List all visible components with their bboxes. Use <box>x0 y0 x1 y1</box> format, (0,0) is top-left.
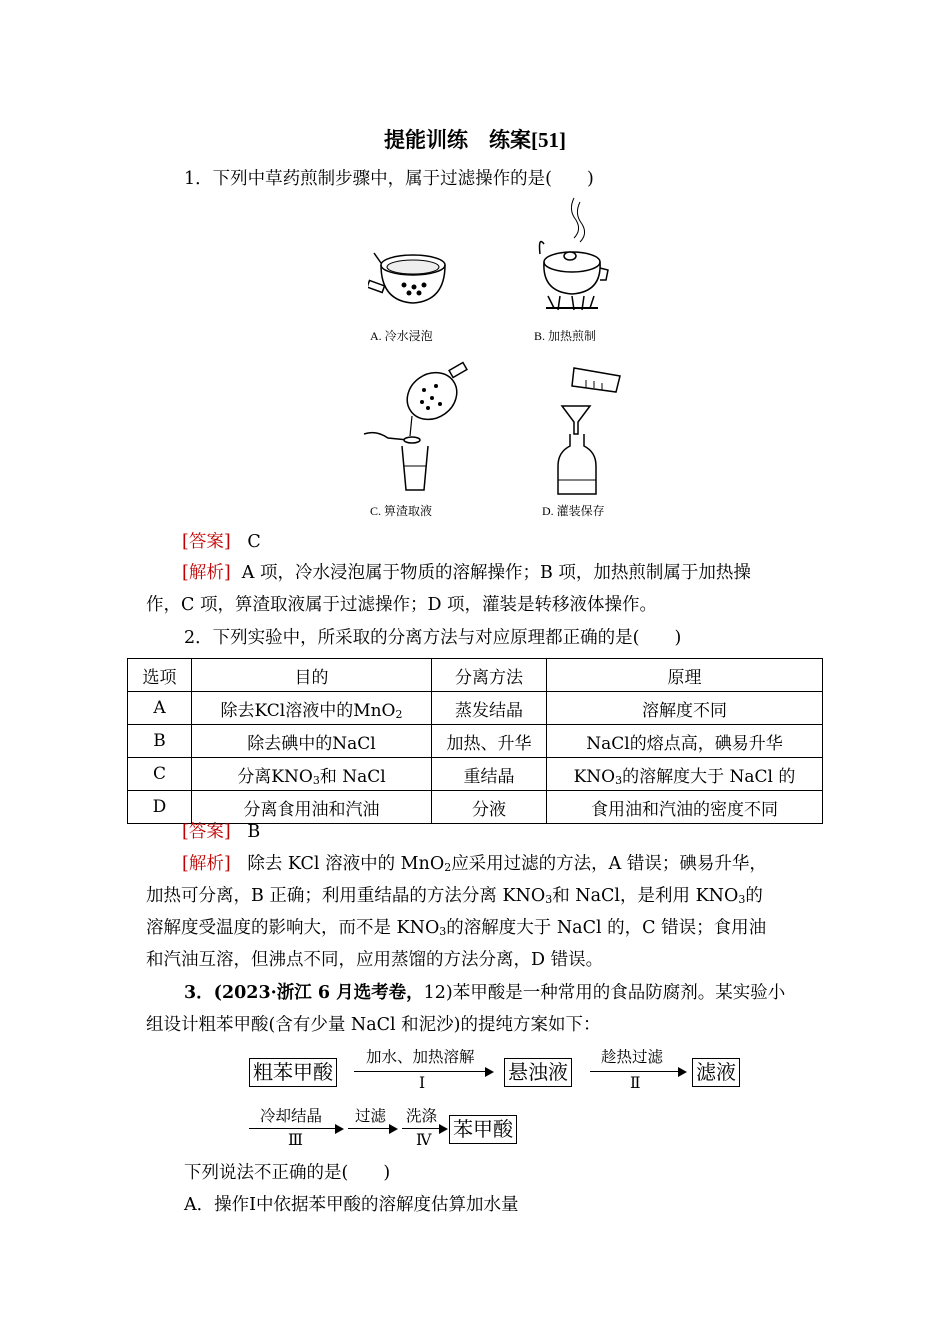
answer-value: B <box>247 822 261 842</box>
table-cell: D <box>128 791 192 824</box>
flow-step3-num: Ⅲ <box>288 1131 303 1149</box>
question-3-prompt: 下列说法不正确的是( ) <box>184 1163 391 1183</box>
table-header: 原理 <box>547 659 823 692</box>
answer-value: C <box>247 532 261 552</box>
table-row <box>128 791 823 824</box>
flow-arrow-5 <box>402 1128 446 1129</box>
bottle-funnel-icon <box>552 362 632 498</box>
q2-analysis-line3: 溶解度受温度的影响大，而不是 $KNO_3$的溶解度大于 NaCl 的，C 错误；食用油 <box>146 918 767 938</box>
flow-step5-label: 洗涤 <box>406 1107 438 1125</box>
table-cell: NaCl的熔点高，碘易升华 <box>547 725 823 758</box>
q1-analysis-line1 <box>182 561 751 585</box>
flow-box-crude-benzoic-acid: 粗苯甲酸 <box>249 1058 337 1087</box>
question-3-stem-line2: 组设计粗苯甲酸(含有少量 NaCl 和泥沙)的提纯方案如下： <box>146 1015 601 1035</box>
flow-step3-label: 冷却结晶 <box>260 1107 323 1125</box>
table-header: 分离方法 <box>432 659 547 692</box>
table-cell: 除去碘中的NaCl <box>192 725 432 758</box>
table-cell: 食用油和汽油的密度不同 <box>547 791 823 824</box>
table-header: 选项 <box>128 659 192 692</box>
flow-arrow-4 <box>348 1128 396 1129</box>
q1-answer-row <box>182 530 261 554</box>
answer-tag: [答案] <box>182 532 231 552</box>
flow-arrow-3 <box>249 1128 342 1129</box>
table-header-row <box>128 659 823 692</box>
table-cell: 加热、升华 <box>432 725 547 758</box>
table-cell: C <box>128 758 192 791</box>
question-3-option-a: A．操作Ⅰ中依据苯甲酸的溶解度估算加水量 <box>184 1195 519 1215</box>
q2-analysis-line2: 加热可分离，B 正确；利用重结晶的方法分离 $KNO_3$和 NaCl，是利用 $KNO_3$的 <box>146 886 763 906</box>
table-cell: 分离食用油和汽油 <box>192 791 432 824</box>
question-2-stem: 2．下列实验中，所采取的分离方法与对应原理都正确的是( ) <box>184 628 682 648</box>
q1-analysis-line2: 作，C 项，箅渣取液属于过滤操作；D 项，灌装是转移液体操作。 <box>146 595 658 615</box>
flow-arrow-1 <box>354 1071 492 1072</box>
page-title: 提能训练 练案[51] <box>384 128 566 152</box>
pot-with-holes-icon <box>368 245 458 313</box>
table-cell: 蒸发结晶 <box>432 692 547 725</box>
table-cell: 重结晶 <box>432 758 547 791</box>
question-3-stem: 3．(2023·浙江 6 月选考卷，12)苯甲酸是一种常用的食品防腐剂。某实验小 <box>184 983 786 1003</box>
options-table <box>127 658 823 824</box>
figure-b-caption: B. 加热煎制 <box>534 329 597 343</box>
figure-d-caption: D. 灌装保存 <box>542 504 605 518</box>
analysis-text: A 项，冷水浸泡属于物质的溶解操作；B 项，加热煎制属于加热操 <box>241 563 751 583</box>
flow-step1-num: Ⅰ <box>419 1074 426 1092</box>
analysis-tag: [解析] <box>182 563 231 583</box>
flow-step1-label: 加水、加热溶解 <box>366 1048 475 1066</box>
flow-box-suspension: 悬浊液 <box>504 1058 572 1087</box>
table-cell: 分离$KNO_3$和 NaCl <box>192 758 432 791</box>
strainer-pour-icon <box>362 360 472 495</box>
table-cell: A <box>128 692 192 725</box>
q2-answer-row <box>182 820 260 844</box>
flow-step2-num: Ⅱ <box>630 1074 641 1092</box>
figure-c-caption: C. 箅渣取液 <box>370 504 433 518</box>
analysis-tag: [解析] <box>182 854 231 874</box>
table-cell: B <box>128 725 192 758</box>
q2-analysis-line4: 和汽油互溶，但沸点不同，应用蒸馏的方法分离，D 错误。 <box>146 950 604 970</box>
table-row <box>128 725 823 758</box>
flow-step5-num: Ⅳ <box>416 1131 432 1149</box>
figure-a-caption: A. 冷水浸泡 <box>370 329 433 343</box>
table-cell: 溶解度不同 <box>547 692 823 725</box>
flow-step2-label: 趁热过滤 <box>601 1048 664 1066</box>
answer-tag: [答案] <box>182 822 231 842</box>
question-1-stem: 1．下列中草药煎制步骤中，属于过滤操作的是( ) <box>184 169 594 189</box>
teapot-on-fire-icon <box>530 196 610 314</box>
flow-box-benzoic-acid: 苯甲酸 <box>449 1115 517 1144</box>
flow-arrow-2 <box>590 1071 685 1072</box>
table-cell: $KNO_3$的溶解度大于 NaCl 的 <box>547 758 823 791</box>
table-cell: 除去KCl溶液中的MnO$_2$ <box>192 692 432 725</box>
table-cell: 分液 <box>432 791 547 824</box>
table-header: 目的 <box>192 659 432 692</box>
flow-box-filtrate: 滤液 <box>692 1058 740 1087</box>
table-row <box>128 758 823 791</box>
q2-analysis-line1: [解析] 除去 KCl 溶液中的 MnO$_2$应采用过滤的方法，A 错误；碘易升华， <box>182 854 767 874</box>
flow-step4-label: 过滤 <box>355 1107 387 1125</box>
table-row <box>128 692 823 725</box>
